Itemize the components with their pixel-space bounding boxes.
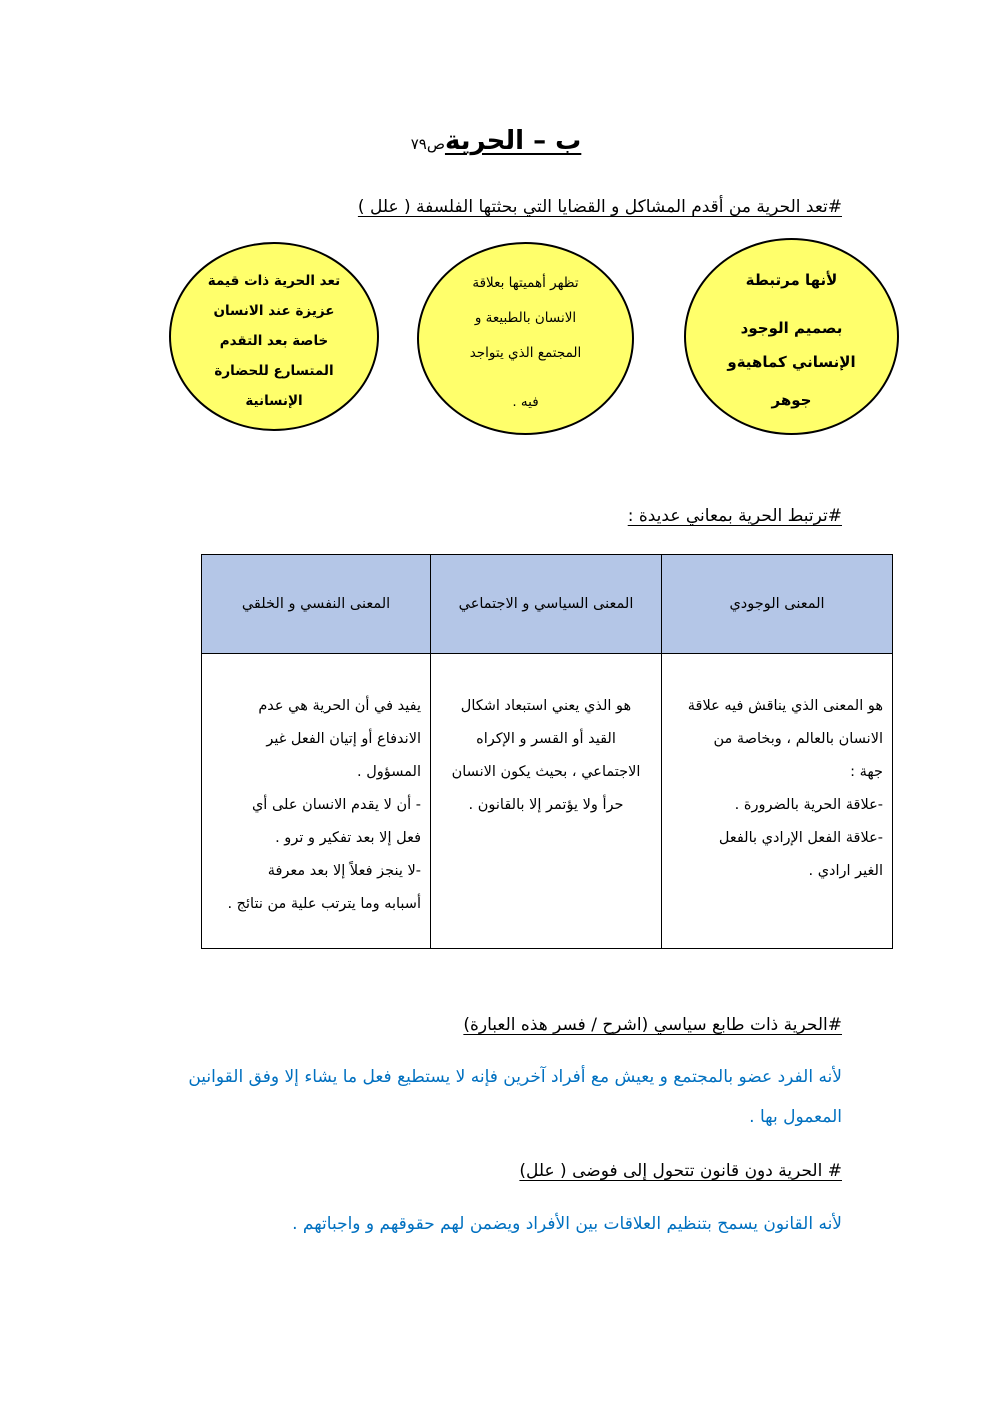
page-reference: ص٧٩ bbox=[410, 135, 445, 153]
header-political-social: المعنى السياسي و الاجتماعي bbox=[431, 555, 662, 654]
cell-line: الاندفاع أو إتيان الفعل غير bbox=[266, 731, 421, 747]
circle3-line: خاصة بعد التقدم bbox=[219, 333, 329, 349]
page-title bbox=[0, 126, 992, 156]
cell-psychological-moral bbox=[202, 654, 431, 949]
cell-line: المسؤول . bbox=[356, 764, 421, 780]
circle3-line: المتسارع للحضارة bbox=[214, 363, 334, 379]
section1-heading: #تعد الحرية من أقدم المشاكل و القضايا التي بحثتها الفلسفة ( علل ) bbox=[357, 197, 842, 217]
cell-line: الاجتماعي ، بحيث يكون الانسان bbox=[451, 764, 641, 780]
cell-line: هو المعنى الذي يناقش فيه علاقة bbox=[687, 698, 883, 714]
circle3-line: تعد الحرية ذات قيمة bbox=[207, 273, 341, 289]
circle2-line: فيه . bbox=[512, 394, 539, 410]
circle2-line: تظهر أهميتها بعلاقة bbox=[472, 275, 579, 291]
cell-line: القيد أو القسر و الإكراه bbox=[476, 731, 616, 747]
circle1-line: الإنساني كماهيةو bbox=[727, 353, 856, 371]
cell-line: حرأ ولا يؤتمر إلا بالقانون . bbox=[468, 797, 624, 813]
table-row bbox=[202, 654, 893, 949]
cell-line: الانسان بالعالم ، وبخاصة من bbox=[713, 731, 883, 747]
section4-answer: لأنه القانون يسمح بتنظيم العلاقات بين الأفراد ويضمن لهم حقوقهم و واجباتهم . bbox=[292, 1214, 842, 1234]
cell-line: يفيد في أن الحرية هي عدم bbox=[258, 698, 421, 714]
cell-line: أسبابه وما يترتب علية من نتائج . bbox=[227, 896, 421, 912]
section3-answer-line: المعمول بها . bbox=[749, 1107, 842, 1127]
circle1-line: لأنها مرتبطة bbox=[745, 271, 838, 289]
cell-line: -لا ينجز فعلاً إلا بعد معرفة bbox=[267, 863, 421, 879]
circle3-line: عزيزة عند الانسان bbox=[213, 303, 335, 319]
cell-line: -علاقة الفعل الإرادي بالفعل bbox=[718, 830, 883, 846]
table-header-row bbox=[202, 555, 893, 654]
cell-line: -علاقة الحرية بالضرورة . bbox=[734, 797, 883, 813]
cell-political-social bbox=[431, 654, 662, 949]
title-text: ب – الحرية bbox=[444, 126, 582, 156]
cell-line: فعل إلا بعد تفكير و ترو . bbox=[275, 830, 421, 846]
cell-line: جهة : bbox=[850, 764, 883, 780]
meanings-table bbox=[201, 554, 893, 949]
cell-existential bbox=[662, 654, 893, 949]
circle1-line: بصميم الوجود bbox=[740, 319, 843, 337]
section4-heading: # الحرية دون قانون تتحول إلى فوضى ( علل) bbox=[519, 1161, 842, 1181]
circle2-line: المجتمع الذي يتواجد bbox=[469, 345, 582, 361]
cell-line: الغير ارادي . bbox=[808, 863, 883, 879]
section3-heading: #الحرية ذات طابع سياسي (اشرح / فسر هذه العبارة) bbox=[463, 1015, 842, 1035]
circle2-line: الانسان بالطبيعة و bbox=[474, 310, 577, 326]
cell-line: هو الذي يعني استبعاد اشكال bbox=[460, 698, 632, 714]
header-psychological-moral: المعنى النفسي و الخلقي bbox=[202, 555, 431, 654]
cell-line: - أن لا يقدم الانسان على أي bbox=[251, 797, 421, 813]
header-existential: المعنى الوجودي bbox=[662, 555, 893, 654]
section3-answer-line: لأنه الفرد عضو بالمجتمع و يعيش مع أفراد آخرين فإنه لا يستطيع فعل ما يشاء إلا وفق القوانين bbox=[188, 1067, 842, 1087]
circle1-line: جوهر bbox=[771, 391, 812, 409]
circle3-line: الإنسانية bbox=[245, 393, 303, 409]
section2-heading: #ترتبط الحرية بمعاني عديدة : bbox=[627, 506, 842, 526]
